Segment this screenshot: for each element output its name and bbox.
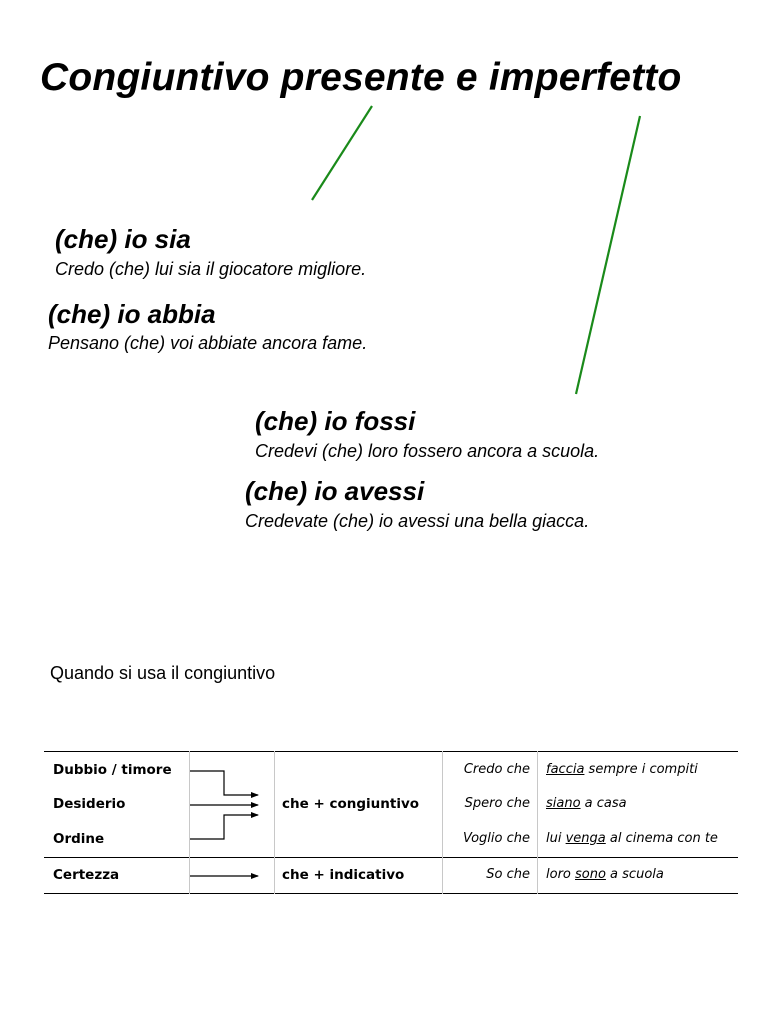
arrow-ordine	[190, 815, 258, 839]
example-verb-underlined: siano	[546, 796, 581, 811]
example-post: sempre i compiti	[584, 762, 698, 777]
usage-table	[44, 751, 738, 894]
result-congiuntivo: che + congiuntivo	[282, 796, 420, 812]
example-certezza	[546, 867, 664, 882]
category-certezza: Certezza	[53, 867, 120, 883]
example-ordine	[546, 831, 718, 846]
verb-credo: Credo che	[463, 762, 530, 777]
verb-so: So che	[486, 867, 530, 882]
example-pre: lui	[546, 831, 566, 846]
present-example-essere: Credo (che) lui sia il giocatore migliore.	[55, 259, 367, 279]
example-desiderio	[546, 796, 627, 811]
connector-line-imperfetto	[576, 116, 640, 394]
connector-line-presente	[312, 106, 372, 200]
verb-voglio: Voglio che	[462, 831, 530, 846]
arrow-dubbio	[190, 771, 258, 795]
example-verb-underlined: faccia	[546, 762, 585, 777]
example-post: a scuola	[605, 867, 664, 882]
category-desiderio: Desiderio	[53, 796, 126, 812]
result-indicativo: che + indicativo	[282, 867, 405, 883]
imperfect-form-essere: (che) io fossi	[255, 406, 416, 436]
example-dubbio	[546, 762, 698, 777]
page-title: Congiuntivo presente e imperfetto	[40, 56, 682, 99]
example-pre: loro	[546, 867, 575, 882]
example-post: al cinema con te	[605, 831, 718, 846]
present-form-essere: (che) io sia	[55, 224, 191, 254]
example-verb-underlined: venga	[565, 831, 606, 846]
example-verb-underlined: sono	[575, 867, 606, 882]
verb-spero: Spero che	[464, 796, 530, 811]
example-post: a casa	[580, 796, 627, 811]
imperfect-example-essere: Credevi (che) loro fossero ancora a scuola.	[255, 441, 600, 461]
category-dubbio: Dubbio / timore	[53, 762, 172, 778]
category-ordine: Ordine	[53, 831, 105, 847]
section-heading: Quando si usa il congiuntivo	[50, 663, 276, 683]
imperfect-form-avere: (che) io avessi	[245, 476, 425, 506]
present-example-avere: Pensano (che) voi abbiate ancora fame.	[48, 333, 368, 353]
imperfect-example-avere: Credevate (che) io avessi una bella giacca.	[245, 511, 590, 531]
present-form-avere: (che) io abbia	[48, 299, 216, 329]
